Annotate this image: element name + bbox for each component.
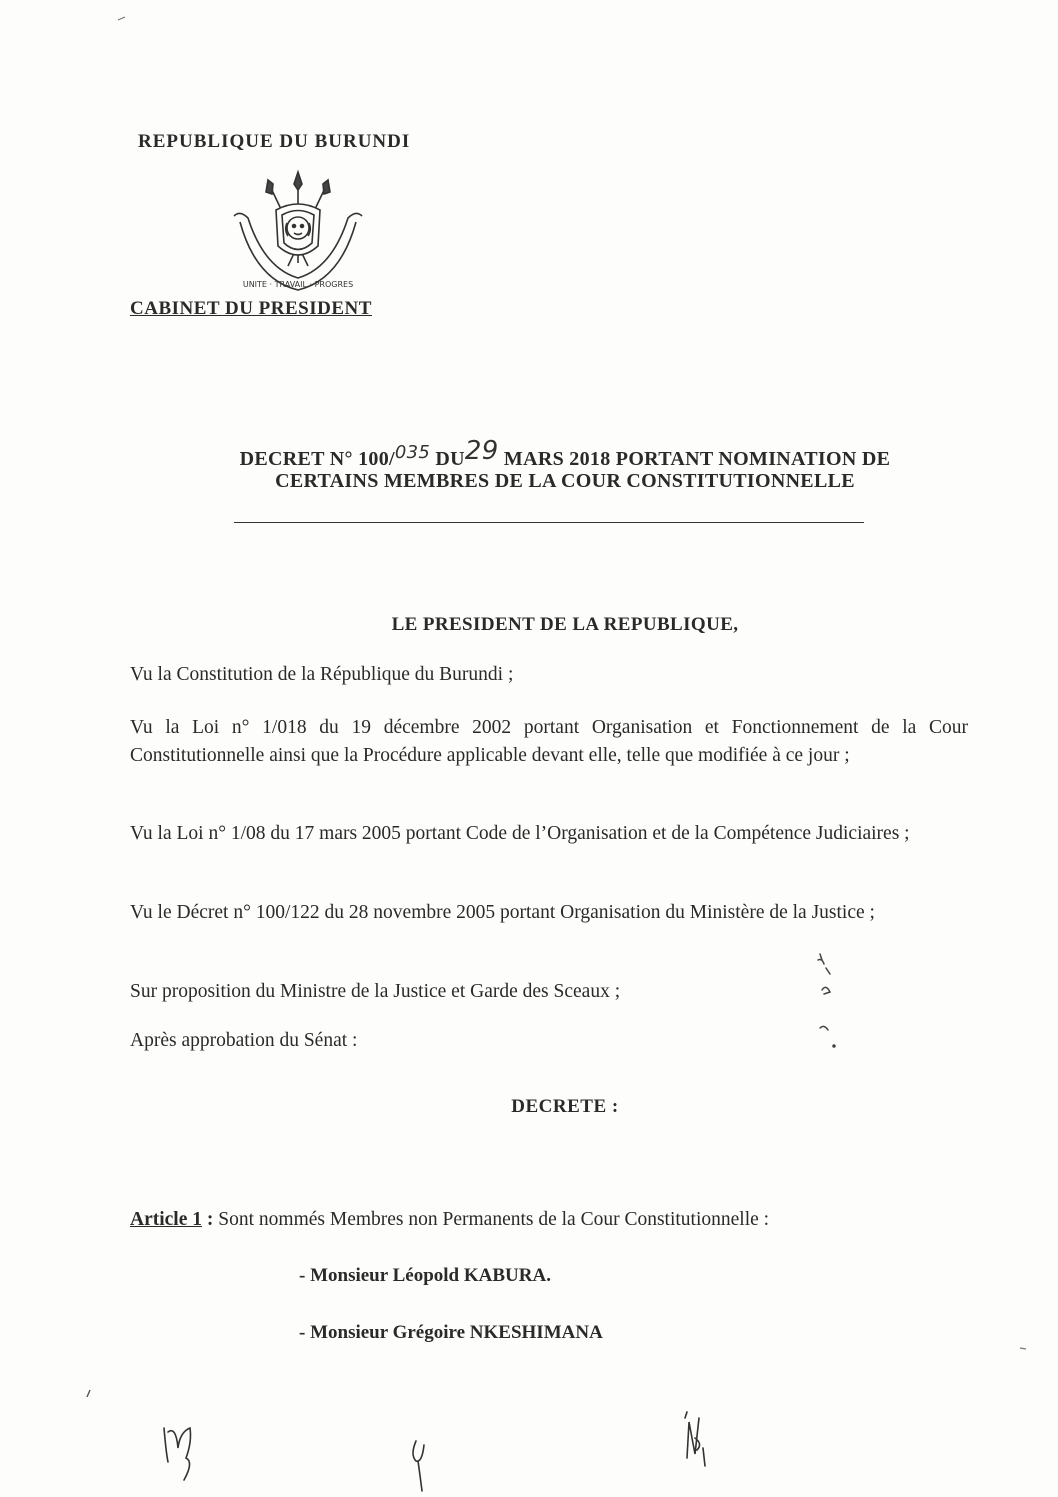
decree-title-line2: CERTAINS MEMBRES DE LA COUR CONSTITUTIONNELLE	[275, 470, 855, 492]
nominee-nkeshimana: - Monsieur Grégoire NKESHIMANA	[299, 1322, 603, 1343]
decrete-heading: DECRETE :	[511, 1096, 619, 1117]
article-1-label: Article 1	[130, 1209, 203, 1230]
scan-speck-icon	[1016, 1342, 1030, 1356]
president-heading: LE PRESIDENT DE LA REPUBLIQUE,	[391, 614, 739, 635]
scan-speck-icon	[83, 1387, 97, 1401]
cabinet-header: CABINET DU PRESIDENT	[130, 298, 372, 319]
decree-title-line1	[100, 436, 1030, 472]
nominee-kabura: - Monsieur Léopold KABURA.	[299, 1265, 551, 1286]
consideration-proposition: Sur proposition du Ministre de la Justice et Garde des Sceaux ;	[130, 981, 621, 1002]
article-1-text: Sont nommés Membres non Permanents de la Cour Constitutionnelle :	[213, 1209, 770, 1230]
emblem-motto: UNITE · TRAVAIL · PROGRES	[242, 280, 354, 289]
decree-title-du: DU	[430, 448, 465, 470]
margin-initials-icon	[812, 950, 852, 1060]
title-divider	[234, 522, 864, 523]
handwritten-initials-icon	[673, 1408, 733, 1478]
consideration-loi-cour: Vu la Loi n° 1/018 du 19 décembre 2002 portant Organisation et Fonctionnement de la Cour Constitutionnelle ainsi que la Procédure applicable devant elle, telle que modifiée à ce jour ;	[130, 717, 968, 766]
decree-title-suffix: MARS 2018 PORTANT NOMINATION DE	[498, 448, 891, 470]
republic-header: REPUBLIQUE DU BURUNDI	[138, 131, 411, 152]
consideration-decret: Vu le Décret n° 100/122 du 28 novembre 2005 portant Organisation du Ministère de la Justice ;	[130, 902, 875, 923]
article-1-colon: :	[202, 1209, 214, 1230]
handwritten-day: 29	[464, 436, 499, 466]
scan-speck-icon	[116, 12, 130, 26]
handwritten-initials-icon	[398, 1425, 458, 1495]
consideration-senat: Après approbation du Sénat :	[130, 1030, 358, 1051]
burundi-coat-of-arms-icon	[226, 168, 371, 300]
handwritten-decree-number: 035	[394, 442, 431, 463]
consideration-loi-code: Vu la Loi n° 1/08 du 17 mars 2005 portant Code de l’Organisation et de la Compétence Judiciaires ;	[130, 823, 910, 844]
consideration-constitution: Vu la Constitution de la République du Burundi ;	[130, 664, 514, 685]
article-1	[130, 1209, 769, 1231]
handwritten-initials-icon	[156, 1412, 216, 1482]
decree-title-prefix: DECRET N° 100/	[239, 448, 395, 470]
